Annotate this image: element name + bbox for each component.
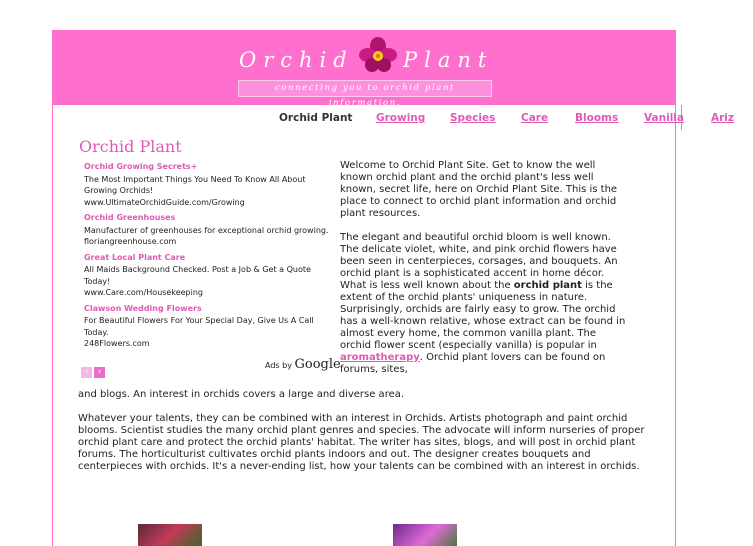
ad-pager [81, 359, 107, 378]
bloom-text-a: The elegant and beautiful orchid bloom is well known. The delicate violet, white, and pink orchid flowers have been seen in centerpieces, corsages, and bouquets. An orchid plant is a sophisticated accent in home décor. What is less well known about the [340, 232, 618, 291]
ads-by-google[interactable] [265, 357, 341, 372]
orchid-logo-icon [358, 35, 398, 75]
logo-text-right: Plant [403, 48, 494, 72]
nav-item-ariz[interactable]: Ariz [711, 112, 735, 124]
aromatherapy-link[interactable]: aromatherapy [340, 352, 420, 363]
ad-url[interactable]: 248Flowers.com [84, 339, 150, 348]
ads-by-label: Ads by [265, 361, 292, 370]
bloom-text-c: . Orchid plant lovers can be found on forums, sites, [340, 352, 606, 375]
ad-url[interactable]: www.UltimateOrchidGuide.com/Growing [84, 197, 245, 207]
site-header [53, 31, 675, 108]
nav-item-vanilla[interactable]: Vanilla [644, 112, 684, 124]
next-arrow-icon[interactable]: › [94, 367, 105, 378]
tagline: connecting you to orchid plant information. [238, 80, 492, 97]
ad-text: All Maids Background Checked. Post a Job & Get a Quote Today! [84, 265, 311, 286]
page-title: Orchid Plant [79, 137, 182, 156]
nav-item-care[interactable]: Care [521, 112, 549, 124]
ad-title[interactable]: Great Local Plant Care [84, 252, 186, 262]
bloom-paragraph-tail: and blogs. An interest in orchids covers a large and diverse area. [78, 389, 405, 400]
ad-title[interactable]: Orchid Greenhouses [84, 213, 176, 222]
intro-column [340, 160, 630, 388]
page-frame [52, 30, 735, 546]
full-width-text [78, 389, 653, 485]
nav-item-blooms[interactable]: Blooms [575, 112, 619, 124]
nav-item-growing[interactable]: Growing [376, 112, 426, 124]
logo-text-left: Orchid [239, 48, 354, 72]
orchid-photo-thumbnail[interactable] [393, 524, 457, 546]
intro-paragraph: Welcome to Orchid Plant Site. Get to know the well known orchid plant and the orchid plant's less well known, secret life, here on Orchid Plant Site. This is the place to connect to orchid plant information and orchid plant resources. [340, 160, 618, 219]
ad-item[interactable] [84, 303, 334, 350]
previous-arrow-icon[interactable]: ‹ [81, 367, 92, 378]
google-brand: Google [294, 357, 341, 372]
ad-url[interactable]: www.Care.com/Housekeeping [84, 288, 203, 297]
ad-item[interactable] [84, 161, 334, 208]
bloom-text-b: is the extent of the orchid plants' uniqueness in nature. Surprisingly, orchids are fairly easy to grow. The orchid has a well-known relative, whose extract can be found in almost every home, the common vanilla plant. The orchid flower scent (especially vanilla) is popular in [340, 280, 626, 351]
ad-text: The Most Important Things You Need To Know All About Growing Orchids! [84, 174, 306, 195]
talents-paragraph: Whatever your talents, they can be combined with an interest in Orchids. Artists photograph and paint orchid blooms. Scientist studies the many orchid plant genres and species. The advocate will inform nurseries of proper orchid plant care and protect the orchid plants' habitat. The writer has sites, blogs, and will post in orchid plant forums. The horticulturist cultivates orchid plants indoors and out. The designer creates bouquets and centerpieces with orchids. It's a never-ending list, how your talents can be combined with an interest in orchids. [78, 413, 645, 472]
ad-text: Manufacturer of greenhouses for exceptional orchid growing. [84, 225, 329, 235]
bloom-paragraph [340, 232, 630, 376]
ad-title[interactable]: Clawson Wedding Flowers [84, 303, 202, 313]
nav-item-species[interactable]: Species [450, 112, 496, 124]
ad-title[interactable]: Orchid Growing Secrets+ [84, 162, 198, 171]
ad-url[interactable]: floriangreenhouse.com [84, 237, 177, 246]
orchid-photo-thumbnail[interactable] [138, 524, 202, 546]
nav-item-orchid-plant[interactable]: Orchid Plant [279, 112, 353, 124]
ad-item[interactable] [84, 212, 334, 248]
ad-block [84, 161, 334, 354]
ad-text: For Beautiful Flowers For Your Special Day, Give Us A Call Today. [84, 316, 314, 337]
orchid-plant-emphasis: orchid plant [513, 280, 582, 291]
ad-item[interactable] [84, 252, 334, 299]
